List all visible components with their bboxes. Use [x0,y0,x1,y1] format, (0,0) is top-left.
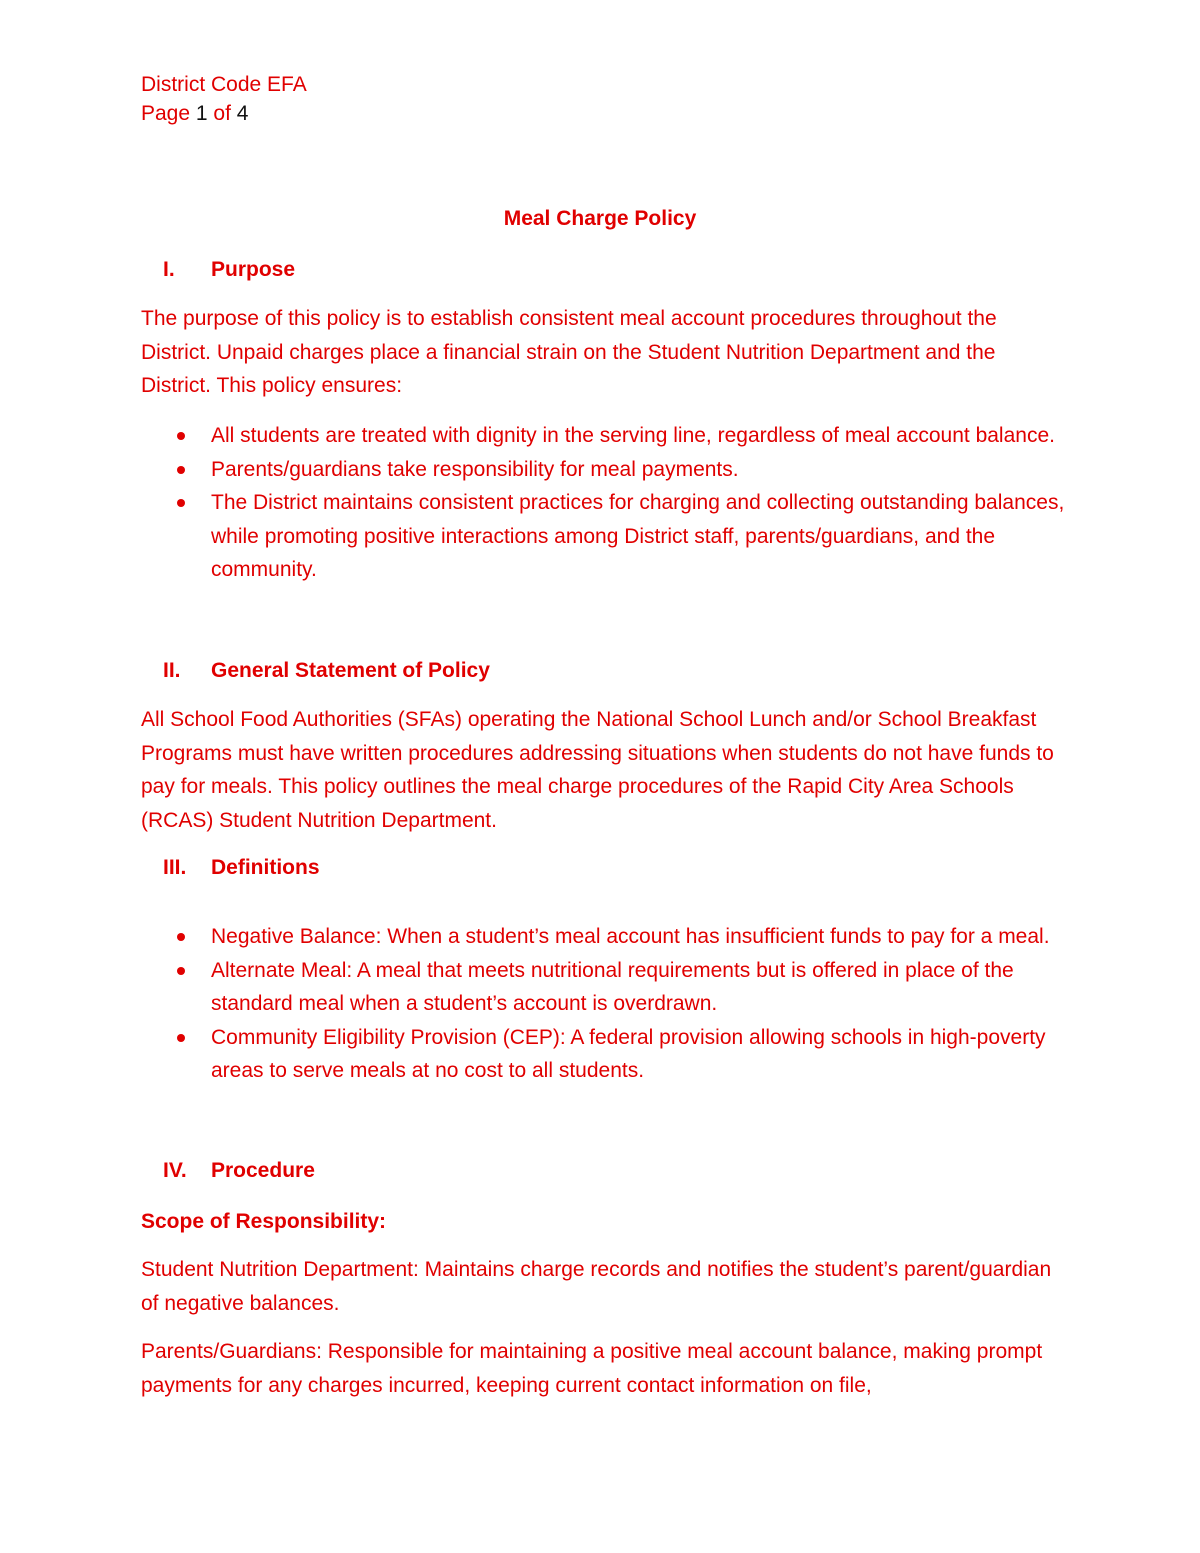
section-numeral: III. [163,856,187,879]
bullet-icon [177,499,185,507]
procedure-paragraph: Parents/Guardians: Responsible for maintaining a positive meal account balance, making prompt payments for any charges incurred, keeping current contact information on file, [141,1340,1043,1397]
section-definitions-heading [141,854,320,882]
page-header [141,70,307,128]
bullet-icon [177,466,185,474]
section-title: General Statement of Policy [211,659,490,682]
list-item-text: Community Eligibility Provision (CEP): A federal provision allowing schools in high-poverty areas to serve meals at no cost to all students. [211,1025,1046,1082]
section-title: Definitions [211,856,320,879]
page-label: Page [141,102,191,125]
section-general-heading [141,657,490,685]
document-title: Meal Charge Policy [503,207,697,230]
section-title: Procedure [211,1159,315,1182]
list-item [141,419,1071,453]
section-procedure-heading [141,1157,315,1185]
district-code: District Code EFA [141,73,307,96]
procedure-subheading: Scope of Responsibility: [141,1210,387,1233]
list-item-text: All students are treated with dignity in the serving line, regardless of meal account balance. [211,424,1055,447]
list-item [141,453,1071,487]
bullet-icon [177,933,185,941]
list-item-text: Negative Balance: When a student’s meal account has insufficient funds to pay for a meal. [211,925,1050,948]
section-purpose-heading [141,256,295,284]
bullet-icon [177,432,185,440]
page-number [141,99,307,128]
list-item-text: Alternate Meal: A meal that meets nutritional requirements but is offered in place of the standard meal when a student’s account is overdrawn. [211,958,1014,1015]
general-paragraph: All School Food Authorities (SFAs) operating the National School Lunch and/or School Breakfast Programs must have written procedures addressing situations when students do not have funds to pay for meals. This policy outlines the meal charge procedures of the Rapid City Area Schools (RCAS) Student Nutrition Department. [141,708,1054,832]
section-numeral: II. [163,659,181,682]
list-item [141,486,1071,587]
list-item-text: Parents/guardians take responsibility for meal payments. [211,457,739,481]
section-title: Purpose [211,258,296,281]
section-numeral: I. [163,258,175,281]
list-item-text: The District maintains consistent practices for charging and collecting outstanding balances, while promoting positive interactions among District staff, parents/guardians, and the community. [211,491,1065,581]
page-current: 1 [195,102,208,125]
definitions-bullet-list [141,920,1071,1088]
list-item [141,920,1071,954]
purpose-bullet-list [141,419,1071,587]
procedure-paragraph: Student Nutrition Department: Maintains charge records and notifies the student’s parent/guardian of negative balances. [141,1258,1052,1315]
page-total: 4 [236,102,249,125]
list-item [141,954,1071,1021]
list-item [141,1021,1071,1088]
bullet-icon [177,1034,185,1042]
section-numeral: IV. [163,1159,187,1182]
purpose-paragraph: The purpose of this policy is to establish consistent meal account procedures throughout the District. Unpaid charges place a financial strain on the Student Nutrition Department and the District. This policy ensures: [141,307,997,397]
page-of: of [213,102,231,125]
bullet-icon [177,967,185,975]
